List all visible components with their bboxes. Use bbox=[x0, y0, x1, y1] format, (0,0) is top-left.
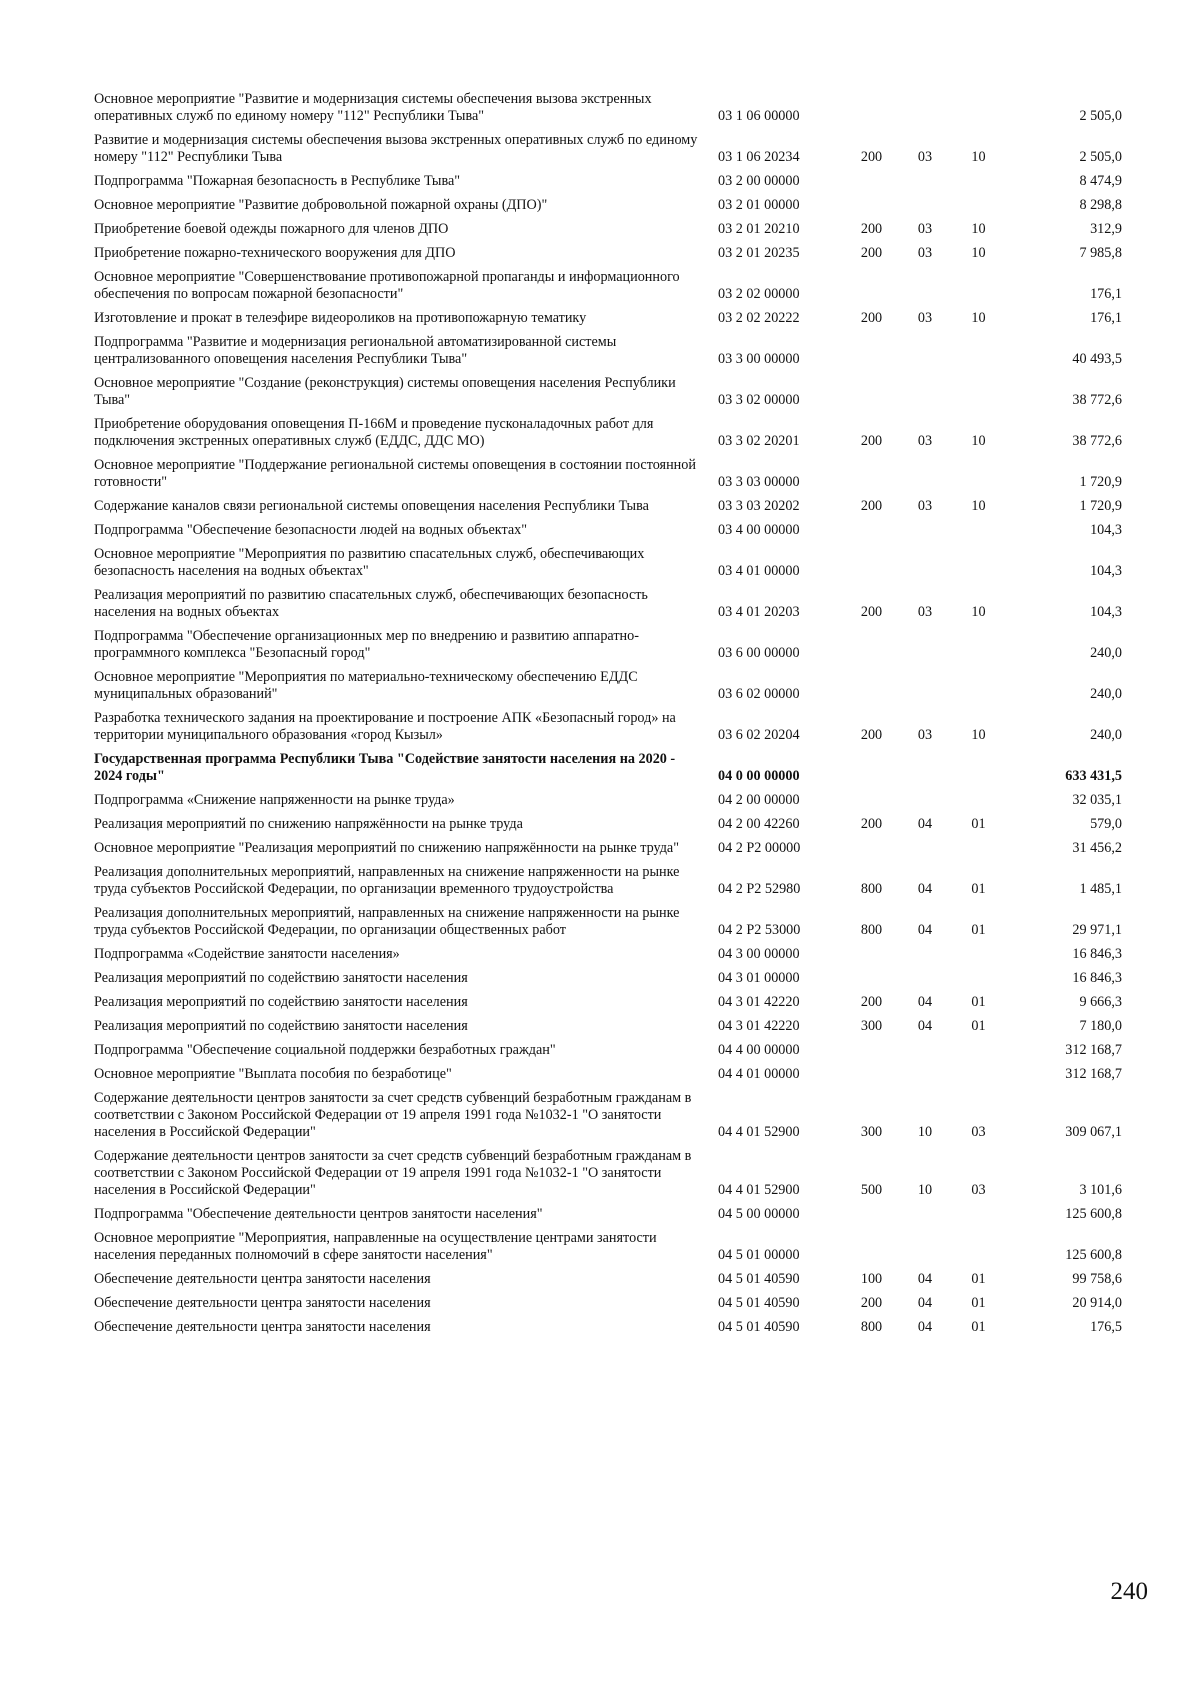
table-row bbox=[94, 813, 1126, 837]
row-code-cell: 04 0 00 00000 bbox=[718, 768, 800, 784]
row-code-cell: 04 3 01 42220 bbox=[718, 1018, 800, 1034]
row-name-cell: Реализация мероприятий по снижению напряжённости на рынке труда bbox=[94, 816, 523, 832]
row-expense-type-cell: 200 bbox=[860, 245, 883, 261]
row-name-cell: Содержание деятельности центров занятости за счет средств субвенций безработным гражданам в соответствии с Законом Российской Федерации от 19 апреля 1991 года №1032-1 "О занятости населения в Российской Федерации" bbox=[94, 1148, 692, 1198]
table-row bbox=[94, 1087, 1126, 1145]
table-row bbox=[94, 584, 1126, 625]
row-amount-cell: 32 035,1 bbox=[1072, 792, 1122, 808]
budget-table bbox=[94, 88, 1126, 1340]
row-expense-type-cell: 200 bbox=[860, 604, 883, 620]
row-name-cell: Разработка технического задания на проектирование и построение АПК «Безопасный город» на территории муниципального образования «город Кызыл» bbox=[94, 710, 676, 743]
row-expense-type-cell: 200 bbox=[860, 310, 883, 326]
row-subsection-cell: 10 bbox=[971, 727, 986, 743]
row-subsection-cell bbox=[951, 331, 1006, 372]
row-expense-type-cell: 200 bbox=[860, 221, 883, 237]
row-code-cell: 03 6 02 20204 bbox=[718, 727, 800, 743]
row-code-cell: 04 2 P2 52980 bbox=[718, 881, 801, 897]
row-subsection-cell: 10 bbox=[971, 149, 986, 165]
row-subsection-cell: 01 bbox=[971, 1295, 986, 1311]
table-row bbox=[94, 266, 1126, 307]
row-expense-type-cell: 300 bbox=[860, 1018, 883, 1034]
row-amount-cell: 8 298,8 bbox=[1079, 197, 1122, 213]
row-subsection-cell: 01 bbox=[971, 922, 986, 938]
row-code-cell: 04 2 P2 00000 bbox=[718, 840, 801, 856]
row-section-cell bbox=[899, 967, 951, 991]
row-section-cell: 04 bbox=[917, 1271, 933, 1287]
row-amount-cell: 240,0 bbox=[1090, 645, 1122, 661]
row-amount-cell: 125 600,8 bbox=[1065, 1206, 1122, 1222]
row-name-cell: Обеспечение деятельности центра занятости населения bbox=[94, 1295, 431, 1311]
row-code-cell: 04 2 P2 53000 bbox=[718, 922, 801, 938]
table-row bbox=[94, 943, 1126, 967]
row-section-cell: 04 bbox=[917, 881, 933, 897]
row-name-cell: Реализация мероприятий по развитию спасательных служб, обеспечивающих безопасность населения на водных объектах bbox=[94, 587, 648, 620]
table-row bbox=[94, 1268, 1126, 1292]
row-section-cell: 04 bbox=[917, 1319, 933, 1335]
row-code-cell: 04 2 00 42260 bbox=[718, 816, 800, 832]
row-name-cell: Основное мероприятие "Развитие добровольной пожарной охраны (ДПО)" bbox=[94, 197, 548, 213]
row-subsection-cell bbox=[951, 1203, 1006, 1227]
row-expense-type-cell bbox=[844, 1063, 899, 1087]
row-section-cell bbox=[899, 266, 951, 307]
table-row bbox=[94, 1292, 1126, 1316]
row-expense-type-cell bbox=[844, 625, 899, 666]
row-section-cell bbox=[899, 837, 951, 861]
table-row bbox=[94, 454, 1126, 495]
row-subsection-cell: 01 bbox=[971, 881, 986, 897]
table-row bbox=[94, 707, 1126, 748]
row-amount-cell: 2 505,0 bbox=[1079, 108, 1122, 124]
table-row bbox=[94, 519, 1126, 543]
table-row bbox=[94, 331, 1126, 372]
row-section-cell: 04 bbox=[917, 994, 933, 1010]
row-name-cell: Подпрограмма "Пожарная безопасность в Республике Тыва" bbox=[94, 173, 461, 189]
row-amount-cell: 176,1 bbox=[1090, 286, 1122, 302]
table-row bbox=[94, 748, 1126, 789]
row-amount-cell: 240,0 bbox=[1090, 686, 1122, 702]
row-section-cell bbox=[899, 194, 951, 218]
row-name-cell: Реализация мероприятий по содействию занятости населения bbox=[94, 970, 468, 986]
row-code-cell: 03 6 00 00000 bbox=[718, 645, 800, 661]
page-number: 240 bbox=[1110, 1578, 1148, 1605]
row-subsection-cell bbox=[951, 170, 1006, 194]
row-code-cell: 03 3 03 20202 bbox=[718, 498, 800, 514]
table-row bbox=[94, 372, 1126, 413]
row-section-cell: 10 bbox=[917, 1182, 933, 1198]
row-subsection-cell bbox=[951, 666, 1006, 707]
row-name-cell: Обеспечение деятельности центра занятости населения bbox=[94, 1319, 431, 1335]
row-amount-cell: 2 505,0 bbox=[1079, 149, 1122, 165]
row-subsection-cell: 10 bbox=[971, 604, 986, 620]
row-subsection-cell bbox=[951, 372, 1006, 413]
row-expense-type-cell: 500 bbox=[860, 1182, 883, 1198]
row-code-cell: 04 4 01 52900 bbox=[718, 1124, 800, 1140]
row-amount-cell: 1 720,9 bbox=[1079, 474, 1122, 490]
row-section-cell bbox=[899, 1203, 951, 1227]
row-code-cell: 03 4 01 00000 bbox=[718, 563, 800, 579]
row-amount-cell: 38 772,6 bbox=[1072, 392, 1122, 408]
row-expense-type-cell bbox=[844, 837, 899, 861]
table-row bbox=[94, 1227, 1126, 1268]
row-amount-cell: 1 720,9 bbox=[1079, 498, 1122, 514]
row-subsection-cell bbox=[951, 1063, 1006, 1087]
row-name-cell: Подпрограмма "Обеспечение безопасности людей на водных объектах" bbox=[94, 522, 528, 538]
row-amount-cell: 9 666,3 bbox=[1079, 994, 1122, 1010]
row-amount-cell: 3 101,6 bbox=[1079, 1182, 1122, 1198]
row-name-cell: Подпрограмма «Содействие занятости населения» bbox=[94, 946, 400, 962]
row-name-cell: Подпрограмма "Обеспечение социальной поддержки безработных граждан" bbox=[94, 1042, 556, 1058]
row-section-cell: 04 bbox=[917, 922, 933, 938]
row-name-cell: Реализация дополнительных мероприятий, направленных на снижение напряженности на рынке труда субъектов Российской Федерации, по организации общественных работ bbox=[94, 905, 680, 938]
row-name-cell: Подпрограмма "Обеспечение деятельности центров занятости населения" bbox=[94, 1206, 543, 1222]
row-name-cell: Приобретение оборудования оповещения П-166М и проведение пусконаладочных работ для подключения экстренных оперативных служб (ЕДДС, ДДС МО) bbox=[94, 416, 654, 449]
row-name-cell: Обеспечение деятельности центра занятости населения bbox=[94, 1271, 431, 1287]
row-section-cell bbox=[899, 625, 951, 666]
row-code-cell: 03 2 01 00000 bbox=[718, 197, 800, 213]
row-name-cell: Содержание деятельности центров занятости за счет средств субвенций безработным гражданам в соответствии с Законом Российской Федерации от 19 апреля 1991 года №1032-1 "О занятости населения в Российской Федерации" bbox=[94, 1090, 692, 1140]
row-code-cell: 03 3 02 00000 bbox=[718, 392, 800, 408]
row-subsection-cell bbox=[951, 748, 1006, 789]
row-section-cell bbox=[899, 88, 951, 129]
row-name-cell: Реализация мероприятий по содействию занятости населения bbox=[94, 1018, 468, 1034]
row-amount-cell: 16 846,3 bbox=[1072, 946, 1122, 962]
row-code-cell: 04 5 00 00000 bbox=[718, 1206, 800, 1222]
row-subsection-cell bbox=[951, 1227, 1006, 1268]
row-subsection-cell bbox=[951, 943, 1006, 967]
row-section-cell bbox=[899, 372, 951, 413]
row-amount-cell: 38 772,6 bbox=[1072, 433, 1122, 449]
table-row bbox=[94, 967, 1126, 991]
row-name-cell: Основное мероприятие "Совершенствование противопожарной пропаганды и информационного обеспечения по вопросам пожарной безопасности" bbox=[94, 269, 680, 302]
row-subsection-cell: 10 bbox=[971, 310, 986, 326]
row-subsection-cell: 01 bbox=[971, 1271, 986, 1287]
row-expense-type-cell bbox=[844, 88, 899, 129]
row-subsection-cell: 01 bbox=[971, 816, 986, 832]
row-expense-type-cell bbox=[844, 967, 899, 991]
row-amount-cell: 1 485,1 bbox=[1079, 881, 1122, 897]
table-row bbox=[94, 413, 1126, 454]
table-row bbox=[94, 218, 1126, 242]
row-name-cell: Государственная программа Республики Тыва "Содействие занятости населения на 2020 - 2024 годы" bbox=[94, 751, 676, 784]
row-section-cell: 03 bbox=[917, 498, 933, 514]
row-section-cell: 03 bbox=[917, 310, 933, 326]
row-code-cell: 03 3 02 20201 bbox=[718, 433, 800, 449]
table-row bbox=[94, 495, 1126, 519]
row-amount-cell: 312,9 bbox=[1090, 221, 1122, 237]
table-row bbox=[94, 170, 1126, 194]
row-code-cell: 04 5 01 40590 bbox=[718, 1319, 800, 1335]
row-expense-type-cell bbox=[844, 666, 899, 707]
row-section-cell: 03 bbox=[917, 245, 933, 261]
row-section-cell bbox=[899, 1063, 951, 1087]
row-section-cell bbox=[899, 1227, 951, 1268]
row-name-cell: Подпрограмма "Обеспечение организационных мер по внедрению и развитию аппаратно-программного комплекса "Безопасный город" bbox=[94, 628, 639, 661]
row-subsection-cell: 03 bbox=[971, 1182, 986, 1198]
row-code-cell: 03 2 00 00000 bbox=[718, 173, 800, 189]
table-row bbox=[94, 1145, 1126, 1203]
row-name-cell: Подпрограмма «Снижение напряженности на рынке труда» bbox=[94, 792, 455, 808]
row-subsection-cell: 01 bbox=[971, 1018, 986, 1034]
row-amount-cell: 309 067,1 bbox=[1065, 1124, 1122, 1140]
row-code-cell: 04 4 01 00000 bbox=[718, 1066, 800, 1082]
row-code-cell: 03 4 01 20203 bbox=[718, 604, 800, 620]
row-subsection-cell bbox=[951, 266, 1006, 307]
row-code-cell: 03 1 06 00000 bbox=[718, 108, 800, 124]
row-section-cell bbox=[899, 943, 951, 967]
row-expense-type-cell: 200 bbox=[860, 433, 883, 449]
row-subsection-cell bbox=[951, 837, 1006, 861]
row-amount-cell: 579,0 bbox=[1090, 816, 1122, 832]
row-expense-type-cell bbox=[844, 1227, 899, 1268]
row-amount-cell: 7 180,0 bbox=[1079, 1018, 1122, 1034]
row-subsection-cell bbox=[951, 519, 1006, 543]
row-expense-type-cell: 200 bbox=[860, 727, 883, 743]
row-expense-type-cell: 800 bbox=[860, 922, 883, 938]
row-subsection-cell: 03 bbox=[971, 1124, 986, 1140]
row-name-cell: Основное мероприятие "Реализация мероприятий по снижению напряжённости на рынке труда" bbox=[94, 840, 680, 856]
row-code-cell: 03 2 01 20235 bbox=[718, 245, 800, 261]
row-code-cell: 04 3 01 00000 bbox=[718, 970, 800, 986]
row-name-cell: Основное мероприятие "Мероприятия по развитию спасательных служб, обеспечивающих безопасность населения на водных объектах" bbox=[94, 546, 645, 579]
row-expense-type-cell bbox=[844, 519, 899, 543]
row-amount-cell: 99 758,6 bbox=[1072, 1271, 1122, 1287]
row-expense-type-cell bbox=[844, 372, 899, 413]
row-amount-cell: 104,3 bbox=[1090, 604, 1122, 620]
row-expense-type-cell bbox=[844, 943, 899, 967]
row-expense-type-cell: 300 bbox=[860, 1124, 883, 1140]
row-amount-cell: 633 431,5 bbox=[1065, 768, 1122, 784]
row-name-cell: Приобретение пожарно-технического вооружения для ДПО bbox=[94, 245, 456, 261]
row-amount-cell: 31 456,2 bbox=[1072, 840, 1122, 856]
row-amount-cell: 29 971,1 bbox=[1072, 922, 1122, 938]
table-row bbox=[94, 1015, 1126, 1039]
table-row bbox=[94, 861, 1126, 902]
row-name-cell: Основное мероприятие "Развитие и модернизация системы обеспечения вызова экстренных оперативных служб по единому номеру "112" Республики Тыва" bbox=[94, 91, 652, 124]
row-code-cell: 03 3 00 00000 bbox=[718, 351, 800, 367]
row-section-cell: 03 bbox=[917, 221, 933, 237]
row-amount-cell: 240,0 bbox=[1090, 727, 1122, 743]
row-section-cell: 03 bbox=[917, 727, 933, 743]
row-name-cell: Реализация мероприятий по содействию занятости населения bbox=[94, 994, 468, 1010]
table-row bbox=[94, 543, 1126, 584]
row-expense-type-cell bbox=[844, 789, 899, 813]
row-name-cell: Приобретение боевой одежды пожарного для членов ДПО bbox=[94, 221, 449, 237]
row-expense-type-cell bbox=[844, 331, 899, 372]
row-section-cell bbox=[899, 543, 951, 584]
row-expense-type-cell: 100 bbox=[860, 1271, 883, 1287]
row-subsection-cell bbox=[951, 88, 1006, 129]
table-row bbox=[94, 1039, 1126, 1063]
row-code-cell: 03 4 00 00000 bbox=[718, 522, 800, 538]
row-section-cell: 03 bbox=[917, 149, 933, 165]
table-row bbox=[94, 625, 1126, 666]
row-subsection-cell: 01 bbox=[971, 994, 986, 1010]
row-subsection-cell bbox=[951, 625, 1006, 666]
row-section-cell bbox=[899, 519, 951, 543]
row-section-cell bbox=[899, 1039, 951, 1063]
row-amount-cell: 7 985,8 bbox=[1079, 245, 1122, 261]
table-row bbox=[94, 837, 1126, 861]
row-expense-type-cell bbox=[844, 170, 899, 194]
row-amount-cell: 40 493,5 bbox=[1072, 351, 1122, 367]
row-code-cell: 03 2 01 20210 bbox=[718, 221, 800, 237]
row-section-cell bbox=[899, 748, 951, 789]
row-subsection-cell: 10 bbox=[971, 221, 986, 237]
row-amount-cell: 312 168,7 bbox=[1065, 1042, 1122, 1058]
table-row bbox=[94, 789, 1126, 813]
row-code-cell: 03 6 02 00000 bbox=[718, 686, 800, 702]
row-amount-cell: 104,3 bbox=[1090, 522, 1122, 538]
row-expense-type-cell: 800 bbox=[860, 1319, 883, 1335]
row-code-cell: 03 2 02 00000 bbox=[718, 286, 800, 302]
row-amount-cell: 16 846,3 bbox=[1072, 970, 1122, 986]
row-expense-type-cell bbox=[844, 543, 899, 584]
row-subsection-cell: 10 bbox=[971, 498, 986, 514]
row-amount-cell: 104,3 bbox=[1090, 563, 1122, 579]
row-name-cell: Основное мероприятие "Выплата пособия по безработице" bbox=[94, 1066, 452, 1082]
row-subsection-cell bbox=[951, 1039, 1006, 1063]
table-row bbox=[94, 991, 1126, 1015]
row-expense-type-cell: 200 bbox=[860, 1295, 883, 1311]
row-expense-type-cell bbox=[844, 454, 899, 495]
row-section-cell bbox=[899, 170, 951, 194]
row-subsection-cell: 10 bbox=[971, 433, 986, 449]
table-row bbox=[94, 1203, 1126, 1227]
row-code-cell: 03 3 03 00000 bbox=[718, 474, 800, 490]
row-name-cell: Изготовление и прокат в телеэфире видеороликов на противопожарную тематику bbox=[94, 310, 587, 326]
row-code-cell: 04 4 00 00000 bbox=[718, 1042, 800, 1058]
row-section-cell: 03 bbox=[917, 604, 933, 620]
table-row bbox=[94, 902, 1126, 943]
row-section-cell bbox=[899, 666, 951, 707]
row-name-cell: Подпрограмма "Развитие и модернизация региональной автоматизированной системы централизованного оповещения населения Республики Тыва" bbox=[94, 334, 617, 367]
row-name-cell: Основное мероприятие "Мероприятия по материально-техническому обеспечению ЕДДС муниципальных образований" bbox=[94, 669, 638, 702]
row-expense-type-cell bbox=[844, 1203, 899, 1227]
row-name-cell: Основное мероприятие "Создание (реконструкция) системы оповещения населения Республики Тыва" bbox=[94, 375, 676, 408]
row-name-cell: Основное мероприятие "Поддержание региональной системы оповещения в состоянии постоянной готовности" bbox=[94, 457, 696, 490]
row-section-cell bbox=[899, 331, 951, 372]
row-expense-type-cell bbox=[844, 1039, 899, 1063]
row-name-cell: Развитие и модернизация системы обеспечения вызова экстренных оперативных служб по единому номеру "112" Республики Тыва bbox=[94, 132, 698, 165]
row-section-cell: 03 bbox=[917, 433, 933, 449]
row-amount-cell: 20 914,0 bbox=[1072, 1295, 1122, 1311]
row-code-cell: 04 4 01 52900 bbox=[718, 1182, 800, 1198]
row-amount-cell: 125 600,8 bbox=[1065, 1247, 1122, 1263]
row-subsection-cell: 01 bbox=[971, 1319, 986, 1335]
table-row bbox=[94, 129, 1126, 170]
row-expense-type-cell bbox=[844, 266, 899, 307]
row-name-cell: Реализация дополнительных мероприятий, направленных на снижение напряженности на рынке труда субъектов Российской Федерации, по организации временного трудоустройства bbox=[94, 864, 680, 897]
row-code-cell: 04 5 01 40590 bbox=[718, 1271, 800, 1287]
row-section-cell bbox=[899, 789, 951, 813]
row-code-cell: 03 2 02 20222 bbox=[718, 310, 800, 326]
table-row bbox=[94, 1316, 1126, 1340]
table-row bbox=[94, 88, 1126, 129]
row-expense-type-cell: 200 bbox=[860, 498, 883, 514]
row-section-cell: 10 bbox=[917, 1124, 933, 1140]
row-expense-type-cell bbox=[844, 748, 899, 789]
row-subsection-cell bbox=[951, 454, 1006, 495]
row-code-cell: 04 5 01 40590 bbox=[718, 1295, 800, 1311]
row-section-cell: 04 bbox=[917, 1018, 933, 1034]
row-expense-type-cell: 200 bbox=[860, 816, 883, 832]
row-section-cell: 04 bbox=[917, 816, 933, 832]
row-subsection-cell bbox=[951, 194, 1006, 218]
budget-table-body bbox=[94, 88, 1126, 1340]
row-expense-type-cell: 200 bbox=[860, 994, 883, 1010]
table-row bbox=[94, 307, 1126, 331]
row-name-cell: Основное мероприятие "Мероприятия, направленные на осуществление центрами занятости населения переданных полномочий в сфере занятости населения" bbox=[94, 1230, 657, 1263]
row-amount-cell: 8 474,9 bbox=[1079, 173, 1122, 189]
row-subsection-cell: 10 bbox=[971, 245, 986, 261]
row-section-cell: 04 bbox=[917, 1295, 933, 1311]
row-code-cell: 04 3 01 42220 bbox=[718, 994, 800, 1010]
row-subsection-cell bbox=[951, 543, 1006, 584]
row-amount-cell: 312 168,7 bbox=[1065, 1066, 1122, 1082]
table-row bbox=[94, 242, 1126, 266]
row-code-cell: 04 3 00 00000 bbox=[718, 946, 800, 962]
row-code-cell: 04 2 00 00000 bbox=[718, 792, 800, 808]
row-subsection-cell bbox=[951, 967, 1006, 991]
row-expense-type-cell: 200 bbox=[860, 149, 883, 165]
row-amount-cell: 176,1 bbox=[1090, 310, 1122, 326]
row-amount-cell: 176,5 bbox=[1090, 1319, 1122, 1335]
row-code-cell: 04 5 01 00000 bbox=[718, 1247, 800, 1263]
table-row bbox=[94, 1063, 1126, 1087]
row-expense-type-cell: 800 bbox=[860, 881, 883, 897]
row-section-cell bbox=[899, 454, 951, 495]
table-row bbox=[94, 666, 1126, 707]
row-expense-type-cell bbox=[844, 194, 899, 218]
row-name-cell: Содержание каналов связи региональной системы оповещения населения Республики Тыва bbox=[94, 498, 649, 514]
row-code-cell: 03 1 06 20234 bbox=[718, 149, 800, 165]
table-row bbox=[94, 194, 1126, 218]
row-subsection-cell bbox=[951, 789, 1006, 813]
